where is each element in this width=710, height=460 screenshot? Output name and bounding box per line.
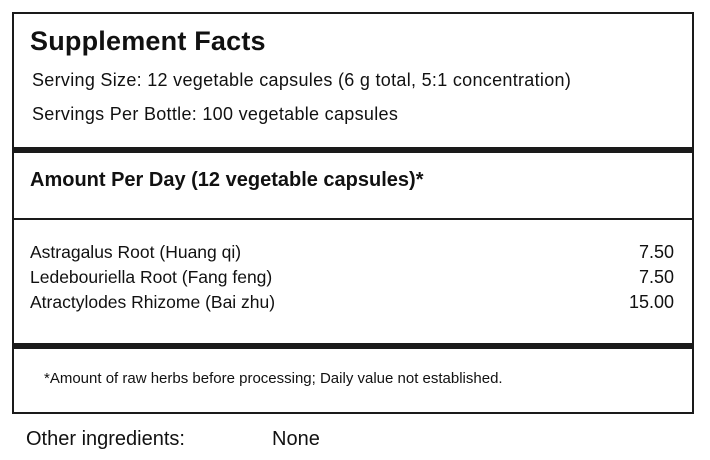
ingredient-name: Astragalus Root (Huang qi)	[30, 242, 242, 262]
footnote: *Amount of raw herbs before processing; Daily value not established.	[44, 370, 503, 387]
ingredient-row	[30, 290, 674, 315]
ingredient-row	[30, 265, 674, 290]
ingredient-amount: 15.00	[628, 292, 674, 312]
ingredient-list	[30, 240, 674, 315]
panel-title: Supplement Facts	[30, 26, 266, 56]
ingredient-name: Ledebouriella Root (Fang feng)	[30, 267, 273, 287]
ingredient-row	[30, 240, 674, 265]
ingredient-name: Atractylodes Rhizome (Bai zhu)	[30, 292, 276, 312]
ingredient-amount: 7.50	[638, 242, 674, 262]
divider-thin	[14, 218, 692, 220]
serving-size: Serving Size: 12 vegetable capsules (6 g total, 5:1 concentration)	[32, 70, 572, 90]
servings-per-bottle: Servings Per Bottle: 100 vegetable capsules	[32, 104, 399, 124]
other-ingredients-label: Other ingredients:	[26, 428, 185, 450]
divider-thick	[14, 147, 692, 153]
other-ingredients-value: None	[272, 428, 320, 450]
amount-per-day-header: Amount Per Day (12 vegetable capsules)*	[30, 169, 424, 191]
supplement-facts-panel	[12, 12, 694, 414]
divider-thick	[14, 343, 692, 349]
ingredient-amount: 7.50	[638, 267, 674, 287]
